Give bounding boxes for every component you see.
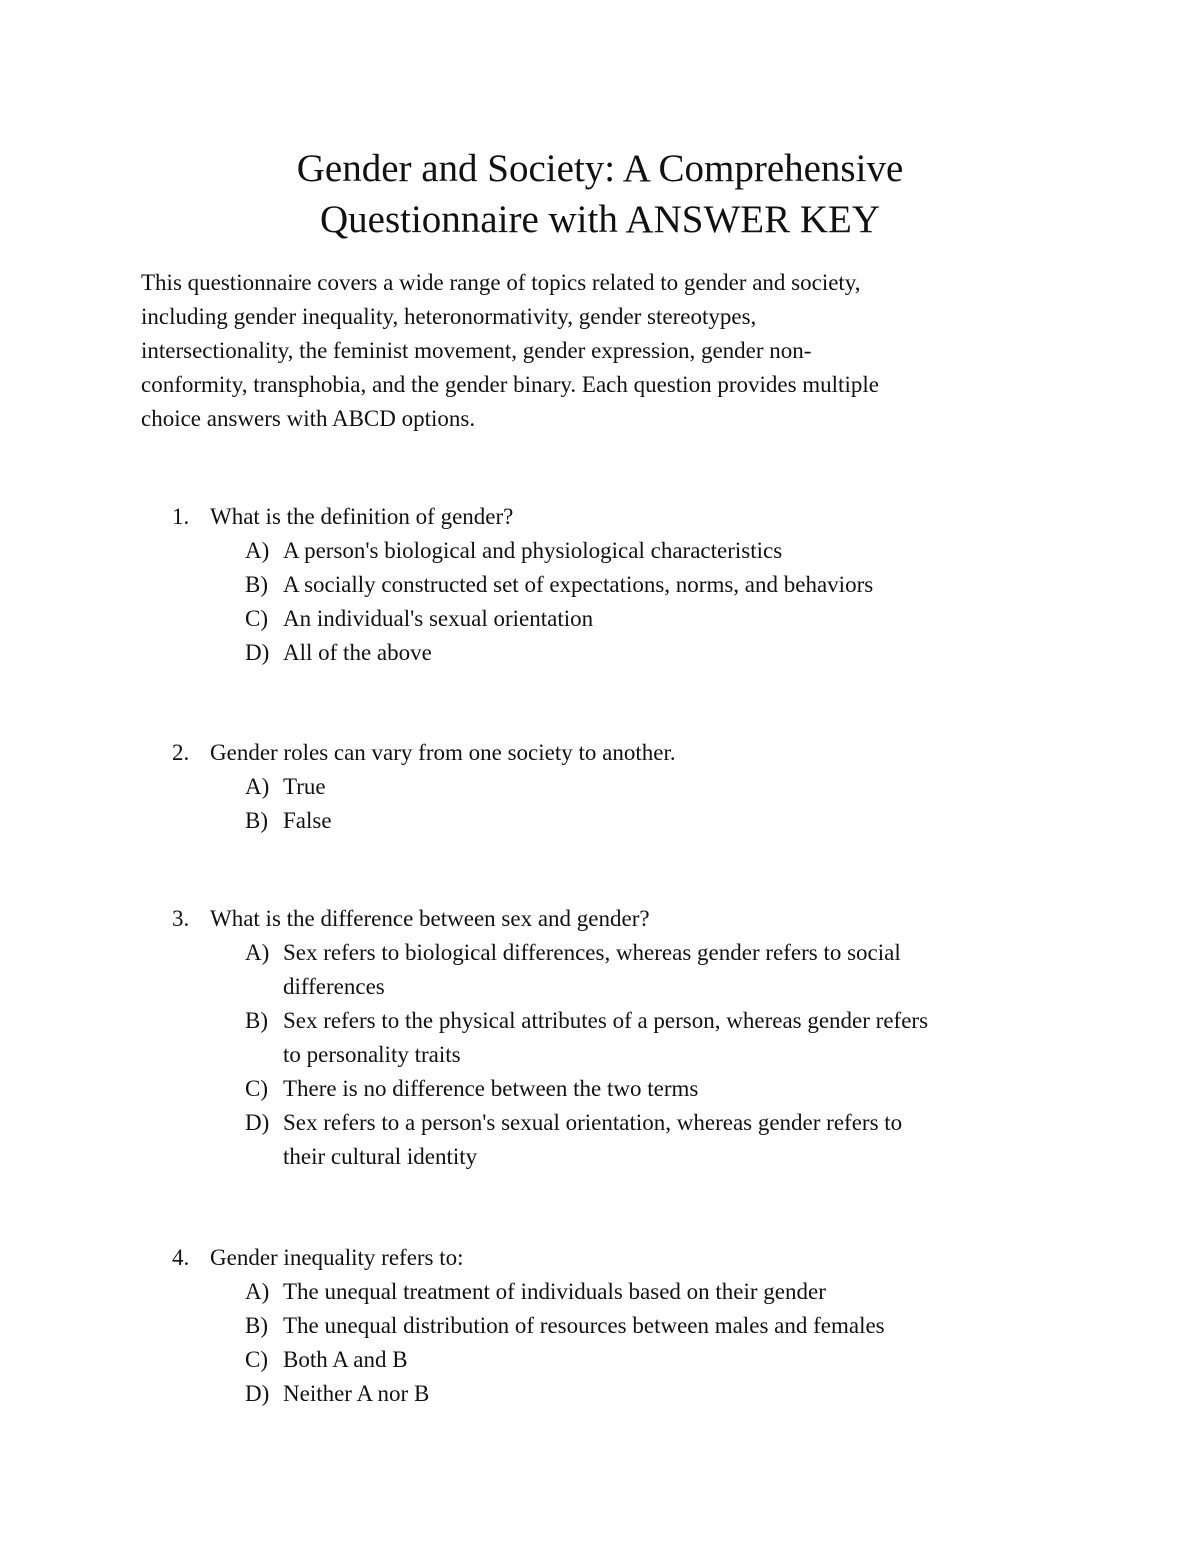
option-text: True (283, 774, 326, 799)
option-a (172, 770, 1072, 804)
question-text: Gender roles can vary from one society to another. (210, 740, 676, 765)
option-text-continued: to personality traits (283, 1042, 461, 1067)
question-3 (172, 902, 1072, 1174)
option-letter: A) (245, 538, 270, 563)
option-text: An individual's sexual orientation (283, 606, 594, 631)
option-letter: C) (245, 606, 268, 631)
option-text: Both A and B (283, 1347, 408, 1372)
option-letter: D) (245, 1381, 270, 1406)
option-text: Sex refers to biological differences, whereas gender refers to social (283, 940, 901, 965)
option-letter: A) (245, 1279, 270, 1304)
option-a (172, 534, 1072, 568)
question-stem (172, 736, 1072, 770)
question-1 (172, 500, 1072, 670)
option-letter: A) (245, 774, 270, 799)
option-text-continued: differences (283, 974, 385, 999)
question-stem (172, 500, 1072, 534)
option-d (172, 1106, 1072, 1174)
option-list (172, 770, 1072, 838)
question-4 (172, 1241, 1072, 1411)
option-list (172, 1275, 1072, 1411)
option-c (172, 1072, 1072, 1106)
title-line-2: Questionnaire with ANSWER KEY (319, 198, 880, 241)
option-b (172, 568, 1072, 602)
document-title (140, 143, 1060, 245)
option-text: Sex refers to a person's sexual orientation, whereas gender refers to (283, 1110, 903, 1135)
question-number: 3. (172, 906, 190, 931)
option-c (172, 1343, 1072, 1377)
question-number: 4. (172, 1245, 190, 1270)
question-number: 1. (172, 504, 190, 529)
option-list (172, 936, 1072, 1174)
option-letter: B) (245, 572, 268, 597)
option-text-continued: their cultural identity (283, 1144, 478, 1169)
option-a (172, 936, 1072, 1004)
option-text: The unequal distribution of resources between males and females (283, 1313, 885, 1338)
option-text: A socially constructed set of expectations, norms, and behaviors (283, 572, 874, 597)
question-2 (172, 736, 1072, 838)
option-text: A person's biological and physiological characteristics (283, 538, 783, 563)
question-stem (172, 902, 1072, 936)
intro-line: including gender inequality, heteronormativity, gender stereotypes, (141, 304, 757, 329)
intro-line: choice answers with ABCD options. (141, 406, 476, 431)
intro-line: This questionnaire covers a wide range of topics related to gender and society, (141, 270, 861, 295)
intro-line: conformity, transphobia, and the gender binary. Each question provides multiple (141, 372, 879, 397)
option-d (172, 1377, 1072, 1411)
option-a (172, 1275, 1072, 1309)
question-text: What is the definition of gender? (210, 504, 514, 529)
option-b (172, 1309, 1072, 1343)
question-text: Gender inequality refers to: (210, 1245, 464, 1270)
option-letter: C) (245, 1076, 268, 1101)
option-b (172, 1004, 1072, 1072)
option-text: Sex refers to the physical attributes of a person, whereas gender refers (283, 1008, 929, 1033)
option-letter: B) (245, 1313, 268, 1338)
option-letter: B) (245, 1008, 268, 1033)
question-text: What is the difference between sex and gender? (210, 906, 650, 931)
option-c (172, 602, 1072, 636)
option-d (172, 636, 1072, 670)
title-line-1: Gender and Society: A Comprehensive (296, 147, 904, 190)
option-text: All of the above (283, 640, 432, 665)
option-text: Neither A nor B (283, 1381, 430, 1406)
question-number: 2. (172, 740, 190, 765)
option-letter: D) (245, 1110, 270, 1135)
option-text: False (283, 808, 332, 833)
option-letter: D) (245, 640, 270, 665)
option-letter: A) (245, 940, 270, 965)
intro-line: intersectionality, the feminist movement, gender expression, gender non- (141, 338, 812, 363)
option-text: There is no difference between the two terms (283, 1076, 699, 1101)
option-text: The unequal treatment of individuals based on their gender (283, 1279, 826, 1304)
question-stem (172, 1241, 1072, 1275)
option-b (172, 804, 1072, 838)
intro-paragraph (141, 266, 1041, 436)
option-list (172, 534, 1072, 670)
option-letter: C) (245, 1347, 268, 1372)
option-letter: B) (245, 808, 268, 833)
